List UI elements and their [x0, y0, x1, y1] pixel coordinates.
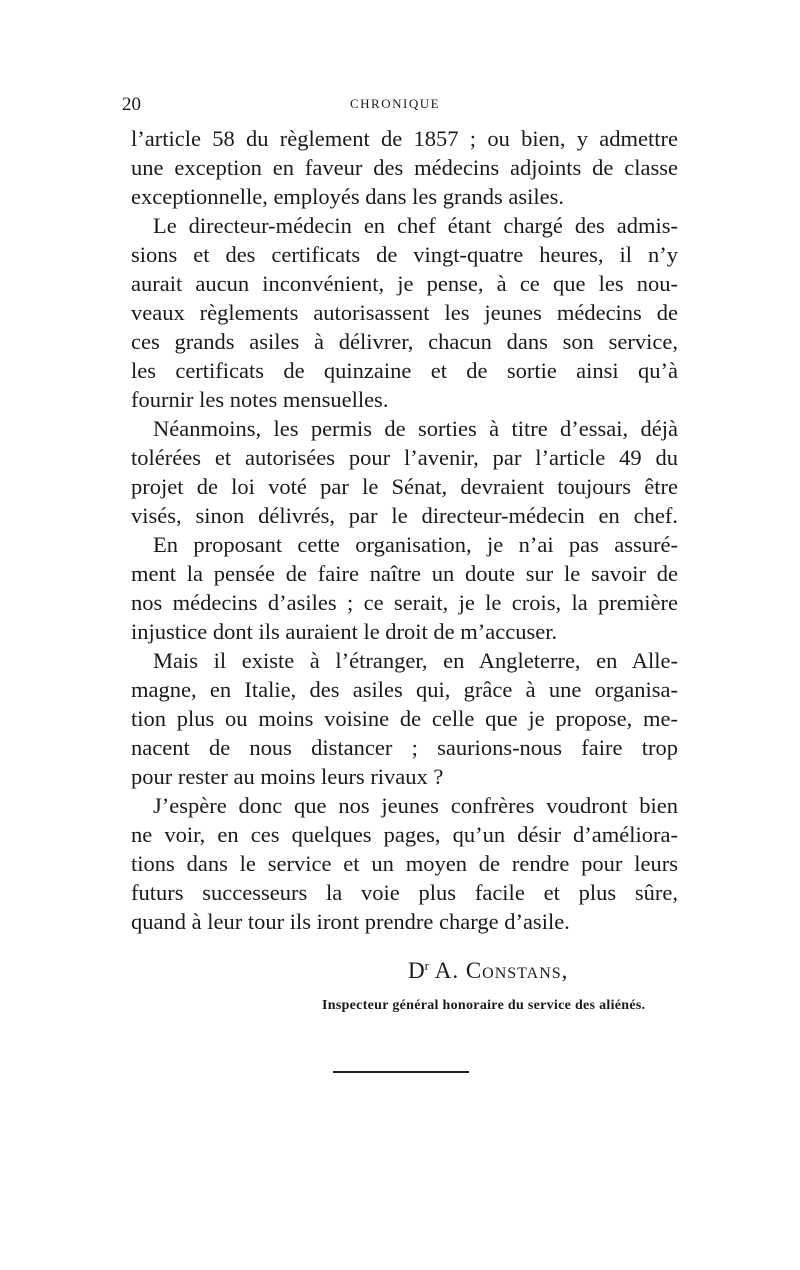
text-line: quand à leur tour ils iront prendre charge d’asile.: [131, 909, 570, 934]
text-line: une exception en faveur des médecins adjoints de classe: [131, 155, 678, 180]
text-line: injustice dont ils auraient le droit de m’accuser.: [131, 619, 558, 644]
end-rule: [333, 1071, 469, 1073]
text-line: aurait aucun inconvénient, je pense, à ce que les nou-: [131, 271, 678, 296]
text-line: tolérées et autorisées pour l’avenir, par l’article 49 du: [131, 445, 678, 470]
text-line: nos médecins d’asiles ; ce serait, je le crois, la première: [131, 590, 678, 615]
text-line: ment la pensée de faire naître un doute sur le savoir de: [131, 561, 678, 586]
signature: [408, 958, 568, 984]
running-title: CHRONIQUE: [350, 96, 441, 111]
text-line: veaux règlements autorisassent les jeunes médecins de: [131, 300, 678, 325]
text-line: fournir les notes mensuelles.: [131, 387, 389, 412]
text-line: tion plus ou moins voisine de celle que je propose, me-: [131, 706, 678, 731]
text-line: pour rester au moins leurs rivaux ?: [131, 764, 444, 789]
text-line: J’espère donc que nos jeunes confrères voudront bien: [153, 793, 678, 818]
text-line: Le directeur-médecin en chef étant chargé des admis-: [153, 213, 678, 238]
text-line: ces grands asiles à délivrer, chacun dans son service,: [131, 329, 678, 354]
text-line: sions et des certificats de vingt-quatre heures, il n’y: [131, 242, 678, 267]
signature-title: Inspecteur général honoraire du service des aliénés.: [322, 998, 646, 1013]
text-line: l’article 58 du règlement de 1857 ; ou bien, y admettre: [131, 126, 678, 151]
text-line: nacent de nous distancer ; saurions-nous faire trop: [131, 735, 678, 760]
signature-prefix: D: [408, 958, 425, 983]
text-line: magne, en Italie, des asiles qui, grâce à une organisa-: [131, 677, 678, 702]
text-line: futurs successeurs la voie plus facile et plus sûre,: [131, 880, 678, 905]
text-line: tions dans le service et un moyen de rendre pour leurs: [131, 851, 678, 876]
running-head: [118, 94, 678, 114]
text-line: ne voir, en ces quelques pages, qu’un désir d’améliora-: [131, 822, 678, 847]
body-text: [131, 124, 678, 936]
text-line: Mais il existe à l’étranger, en Angleterre, en Alle-: [153, 648, 678, 673]
page-number: 20: [122, 94, 141, 115]
text-line: exceptionnelle, employés dans les grands asiles.: [131, 184, 565, 209]
signature-name: A. Constans,: [434, 958, 569, 983]
text-line: En proposant cette organisation, je n’ai pas assuré-: [153, 532, 678, 557]
text-line: projet de loi voté par le Sénat, devraient toujours être: [131, 474, 678, 499]
text-line: Néanmoins, les permis de sorties à titre d’essai, déjà: [153, 416, 678, 441]
text-line: visés, sinon délivrés, par le directeur-médecin en chef.: [131, 503, 678, 528]
signature-prefix-superscript: r: [424, 958, 429, 973]
text-line: les certificats de quinzaine et de sortie ainsi qu’à: [131, 358, 678, 383]
